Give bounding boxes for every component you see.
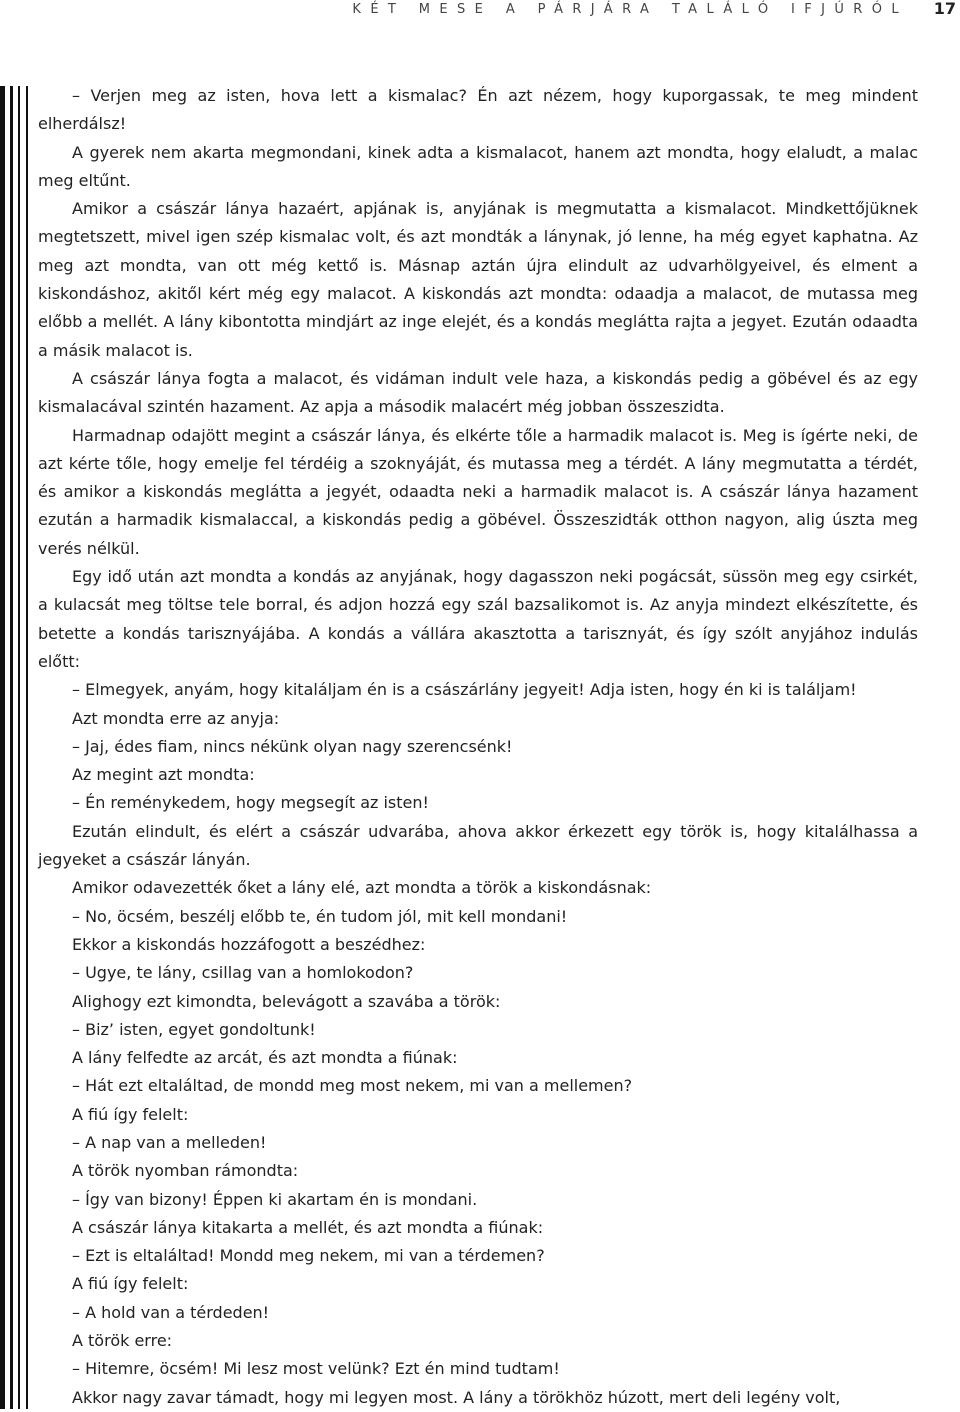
paragraph: A császár lánya fogta a malacot, és vidáman indult vele haza, a kiskondás pedig a göbével és az egy kismalacával szintén hazament. Az apja a második malacért még jobban összeszidta. (38, 368, 918, 417)
paragraph: A fiú így felelt: (72, 1274, 189, 1294)
paragraph: A császár lánya kitakarta a mellét, és azt mondta a fiúnak: (72, 1217, 544, 1237)
body-text (38, 82, 918, 1412)
margin-bar (10, 86, 13, 1409)
dialogue-line: – Elmegyek, anyám, hogy kitaláljam én is a császárlány jegyeit! Adja isten, hogy én ki is találjam! (72, 680, 857, 700)
margin-decoration (0, 86, 34, 1409)
page-number: 17 (933, 0, 956, 18)
paragraph: Ezután elindult, és elért a császár udvarába, ahova akkor érkezett egy török is, hogy kitalálhassa a jegyeket a császár lányán. (38, 821, 918, 870)
dialogue-line: – A hold van a térdeden! (72, 1302, 270, 1322)
dialogue-line: – A nap van a melleden! (72, 1132, 267, 1152)
paragraph: Egy idő után azt mondta a kondás az anyjának, hogy dagasszon neki pogácsát, süssön meg egy csirkét, a kulacsát meg töltse tele borral, és adjon hozzá egy szál bazsalikomot is. Az anyja mindezt elkészítette, és betette a kondás tarisznyájába. A kondás a vállára akasztotta a tarisznyát, és így szólt anyjához indulás előtt: (38, 567, 918, 671)
paragraph: A fiú így felelt: (72, 1104, 189, 1124)
paragraph: A török nyomban rámondta: (72, 1161, 299, 1181)
paragraph: Amikor odavezették őket a lány elé, azt mondta a török a kiskondásnak: (72, 878, 652, 898)
margin-bar (18, 86, 20, 1409)
dialogue-line: – Verjen meg az isten, hova lett a kismalac? Én azt nézem, hogy kuporgassak, te meg mindent elherdálsz! (38, 86, 918, 134)
paragraph: A török erre: (72, 1331, 173, 1351)
paragraph: Harmadnap odajött megint a császár lánya, és elkérte tőle a harmadik malacot is. Meg is ígérte neki, de azt kérte tőle, hogy emelje fel térdéig a szoknyáját, és mutassa meg a térdét. A lány megmutatta a térdét, és amikor a kiskondás meglátta a jegyét, odaadta neki a harmadik malacot is. A császár lánya hazament ezután a harmadik kismalaccal, a kiskondás pedig a göbével. Összeszidták otthon nagyon, alig úszta meg verés nélkül. (38, 425, 918, 558)
dialogue-line: – Jaj, édes fiam, nincs nékünk olyan nagy szerencsénk! (72, 736, 513, 756)
paragraph: A lány felfedte az arcát, és azt mondta a fiúnak: (72, 1048, 458, 1068)
dialogue-line: – Így van bizony! Éppen ki akartam én is mondani. (72, 1189, 478, 1209)
dialogue-line: – No, öcsém, beszélj előbb te, én tudom jól, mit kell mondani! (72, 906, 568, 926)
paragraph: A gyerek nem akarta megmondani, kinek adta a kismalacot, hanem azt mondta, hogy elaludt, a malac meg eltűnt. (38, 142, 918, 190)
dialogue-line: – Hitemre, öcsém! Mi lesz most velünk? Ezt én mind tudtam! (72, 1359, 560, 1379)
paragraph: Alighogy ezt kimondta, belevágott a szavába a török: (72, 991, 501, 1011)
dialogue-line: – Hát ezt eltaláltad, de mondd meg most nekem, mi van a mellemen? (72, 1076, 633, 1096)
paragraph: Azt mondta erre az anyja: (72, 708, 280, 728)
dialogue-line: – Ezt is eltaláltad! Mondd meg nekem, mi van a térdemen? (72, 1246, 545, 1266)
dialogue-line: – Biz’ isten, egyet gondoltunk! (72, 1019, 316, 1039)
paragraph: Ekkor a kiskondás hozzáfogott a beszédhez: (72, 934, 426, 954)
margin-bar (26, 86, 28, 1409)
running-title: KÉT MESE A PÁRJÁRA TALÁLÓ IFJÚRÓL (352, 2, 908, 17)
paragraph: Amikor a császár lánya hazaért, apjának is, anyjának is megmutatta a kismalacot. Mindkettőjüknek megtetszett, mivel igen szép kismalac volt, és azt mondták a lánynak, jó lenne, ha még egyet kaphatna. Az meg azt mondta, van ott még kettő is. Másnap aztán újra elindult az udvarhölgyeivel, és elment a kiskondáshoz, akitől kért még egy malacot. A kiskondás azt mondta: odaadja a malacot, de mutassa meg előbb a mellét. A lány kibontotta mindjárt az inge elejét, és a kondás meglátta rajta a jegyet. Ezután odaadta a másik malacot is. (38, 199, 918, 360)
dialogue-line: – Ugye, te lány, csillag van a homlokodon? (72, 963, 414, 983)
paragraph: Akkor nagy zavar támadt, hogy mi legyen most. A lány a törökhöz húzott, mert deli legény volt, (72, 1387, 841, 1407)
running-header (0, 0, 960, 24)
margin-bar (0, 86, 5, 1409)
paragraph: Az megint azt mondta: (72, 765, 255, 785)
dialogue-line: – Én reménykedem, hogy megsegít az isten! (72, 793, 429, 813)
